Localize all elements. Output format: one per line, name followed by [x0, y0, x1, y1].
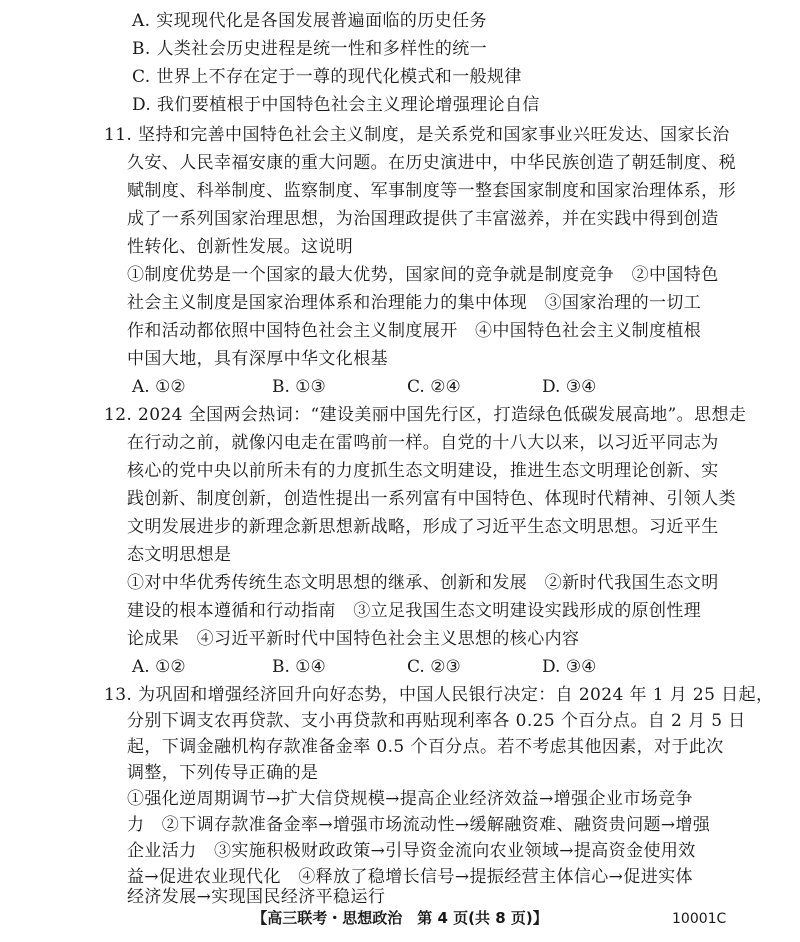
q12-option-a: A. ①②	[132, 657, 186, 677]
q12-option-d: D. ③④	[542, 657, 597, 677]
q12-option-b: B. ①④	[272, 657, 326, 677]
q12-stem-line: 核心的党中央以前所未有的力度抓生态文明建设，推进生态文明理论创新、实	[127, 461, 719, 481]
q10-option-a: A. 实现现代化是各国发展普遍面临的历史任务	[132, 11, 487, 31]
q12-stem-line: 践创新、制度创新，创造性提出一系列富有中国特色、体现时代精神、引领人类	[127, 489, 736, 509]
q11-stem-line: 11. 坚持和完善中国特色社会主义制度，是关系党和国家事业兴旺发达、国家长治	[104, 125, 730, 145]
page-footer: 【高三联考・思想政治 第 4 页(共 8 页)】	[252, 909, 548, 927]
q13-statement-line: ①强化逆周期调节→扩大信贷规模→提高企业经济效益→增强企业市场竞争	[127, 789, 693, 809]
q10-option-b: B. 人类社会历史进程是统一性和多样性的统一	[132, 39, 488, 59]
q11-stem-line: 久安、人民幸福安康的重大问题。在历史演进中，中华民族创造了朝廷制度、税	[127, 153, 736, 173]
q12-statement-line: ①对中华优秀传统生态文明思想的继承、创新和发展 ②新时代我国生态文明	[127, 573, 719, 593]
q13-statement-line: 益→促进农业现代化 ④释放了稳增长信号→提振经营主体信心→促进实体	[127, 867, 693, 887]
q13-stem-line: 13. 为巩固和增强经济回升向好态势，中国人民银行决定：自 2024 年 1 月 25 日起，	[104, 685, 774, 705]
q11-statement-line: 中国大地，具有深厚中华文化根基	[127, 349, 388, 369]
q11-option-b: B. ①③	[272, 377, 326, 397]
q11-statement-line: 社会主义制度是国家治理体系和治理能力的集中体现 ③国家治理的一切工	[127, 293, 702, 313]
q11-stem-line: 赋制度、科举制度、监察制度、军事制度等一整套国家制度和国家治理体系，形	[127, 181, 736, 201]
q12-statement-line: 论成果 ④习近平新时代中国特色社会主义思想的核心内容	[127, 629, 580, 649]
q11-stem-line: 成了一系列国家治理思想，为治国理政提供了丰富滋养，并在实践中得到创造	[127, 209, 719, 229]
q13-stem-line: 分别下调支农再贷款、支小再贷款和再贴现利率各 0.25 个百分点。自 2 月 5 日	[127, 711, 746, 731]
q13-stem-line: 调整，下列传导正确的是	[127, 763, 319, 783]
q12-option-c: C. ②③	[407, 657, 461, 677]
q11-option-c: C. ②④	[407, 377, 461, 397]
q11-option-a: A. ①②	[132, 377, 186, 397]
q11-statement-line: 作和活动都依照中国特色社会主义制度展开 ④中国特色社会主义制度植根	[127, 321, 702, 341]
q11-option-d: D. ③④	[542, 377, 597, 397]
paper-code: 10001C	[672, 911, 727, 927]
q12-stem-line: 在行动之前，就像闪电走在雷鸣前一样。自党的十八大以来，以习近平同志为	[127, 433, 719, 453]
q13-statement-line: 经济发展→实现国民经济平稳运行	[127, 887, 386, 907]
q10-option-d: D. 我们要植根于中国特色社会主义理论增强理论自信	[132, 95, 540, 115]
q13-statement-line: 企业活力 ③实施积极财政政策→引导资金流向农业领域→提高资金使用效	[127, 841, 696, 861]
q11-stem-line: 性转化、创新性发展。这说明	[127, 237, 354, 257]
q13-statement-line: 力 ②下调存款准备金率→增强市场流动性→缓解融资难、融资贵问题→增强	[127, 815, 711, 835]
q12-stem-line: 12. 2024 全国两会热词：“建设美丽中国先行区，打造绿色低碳发展高地”。思想走	[104, 405, 747, 425]
q10-option-c: C. 世界上不存在定于一尊的现代化模式和一般规律	[132, 67, 522, 87]
q11-statement-line: ①制度优势是一个国家的最大优势，国家间的竞争就是制度竞争 ②中国特色	[127, 265, 719, 285]
q12-stem-line: 文明发展进步的新理念新思想新战略，形成了习近平生态文明思想。习近平生	[127, 517, 719, 537]
q12-stem-line: 态文明思想是	[127, 545, 232, 565]
q13-stem-line: 起，下调金融机构存款准备金率 0.5 个百分点。若不考虑其他因素，对于此次	[127, 737, 724, 757]
q12-statement-line: 建设的根本遵循和行动指南 ③立足我国生态文明建设实践形成的原创性理	[127, 601, 702, 621]
